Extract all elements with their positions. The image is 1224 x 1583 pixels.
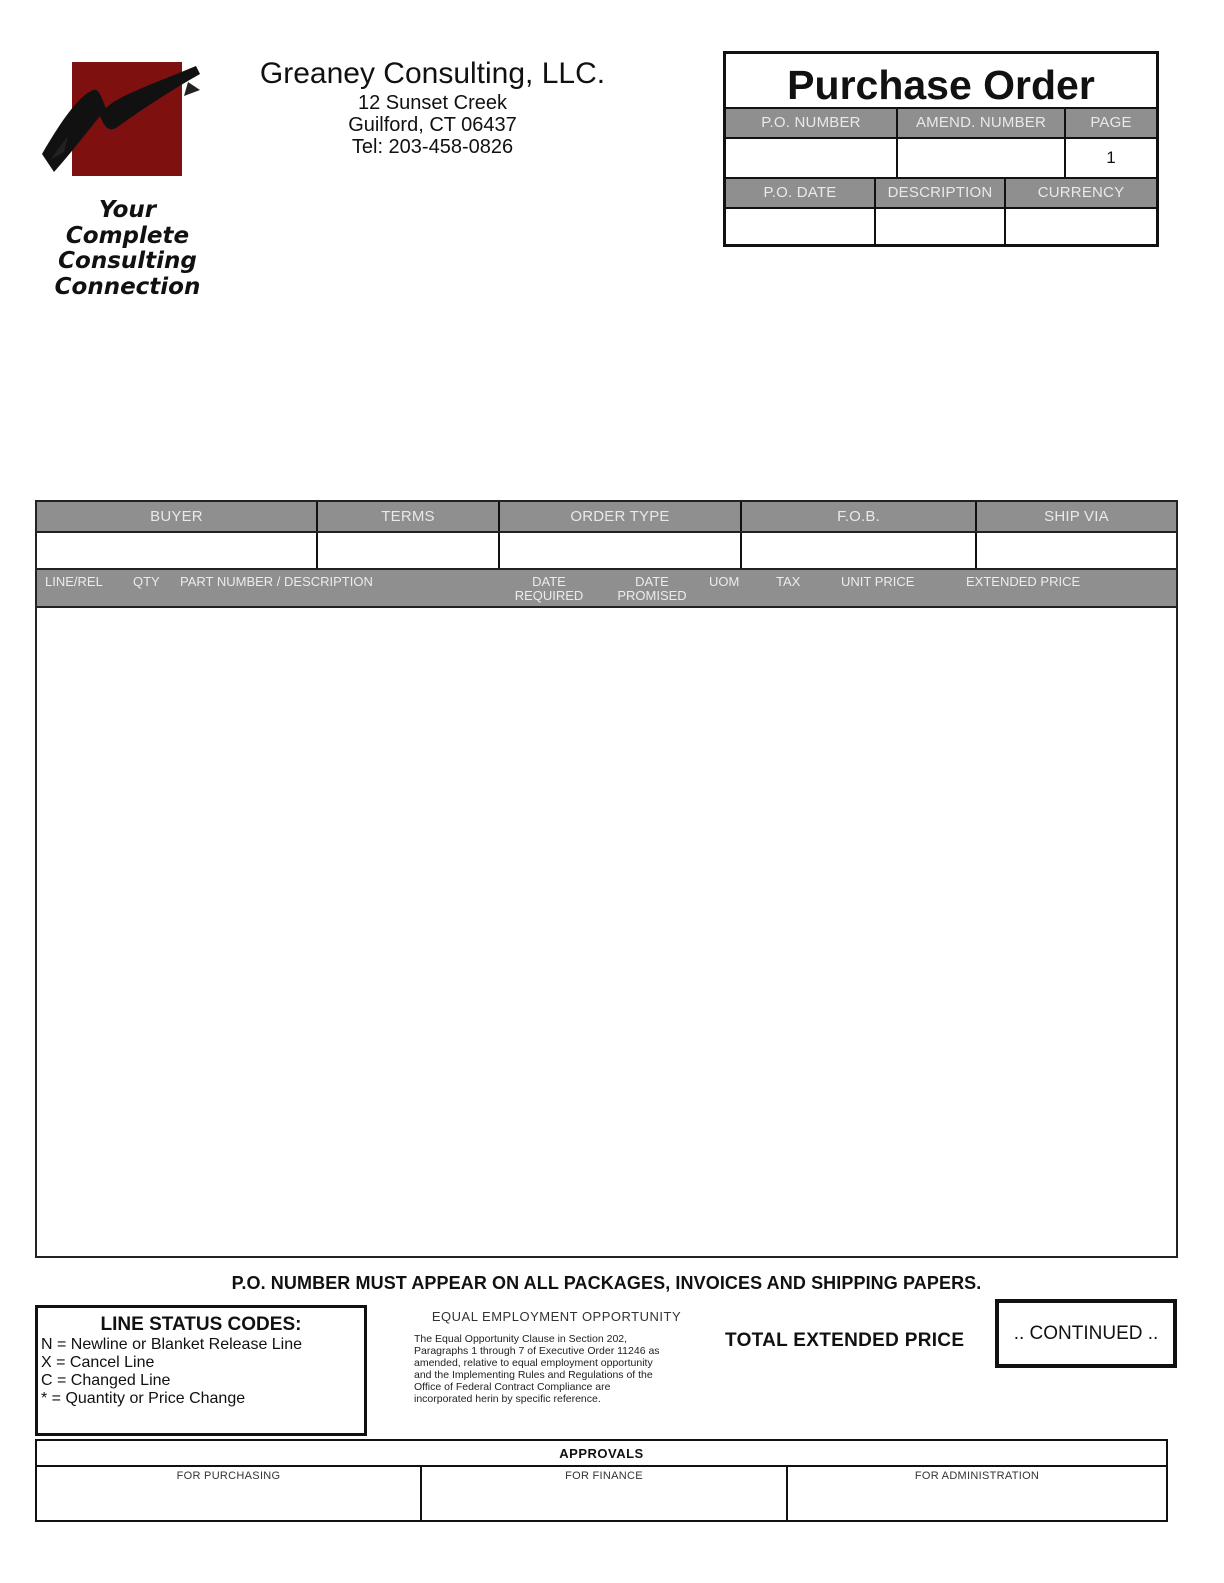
eeo-line: incorporated herin by specific reference. bbox=[414, 1393, 601, 1405]
po-header-box bbox=[723, 51, 1159, 247]
approvals-title: APPROVALS bbox=[37, 1441, 1166, 1467]
po-row2-values bbox=[726, 209, 1156, 244]
status-code-quantity-price: * = Quantity or Price Change bbox=[41, 1390, 246, 1407]
page-field[interactable]: 1 bbox=[1066, 139, 1156, 177]
po-row1-values bbox=[726, 139, 1156, 179]
date-required-line2: REQUIRED bbox=[514, 588, 584, 603]
status-codes-title: LINE STATUS CODES: bbox=[100, 1314, 302, 1335]
po-number-label: P.O. NUMBER bbox=[726, 109, 898, 137]
po-date-field[interactable] bbox=[726, 209, 876, 244]
date-promised-line1: DATE bbox=[635, 574, 669, 589]
approval-administration[interactable]: FOR ADMINISTRATION bbox=[914, 1470, 1040, 1482]
eeo-line: and the Implementing Rules and Regulations of the bbox=[414, 1369, 653, 1381]
tagline bbox=[40, 198, 215, 300]
order-info-headers bbox=[37, 502, 1176, 533]
page-label: PAGE bbox=[1066, 109, 1156, 137]
address-line-2: Guilford, CT 06437 bbox=[348, 114, 517, 136]
date-required-column bbox=[513, 575, 585, 603]
date-promised-column bbox=[615, 575, 689, 603]
line-items-header bbox=[37, 570, 1176, 608]
company-logo bbox=[38, 56, 208, 186]
uom-column: UOM bbox=[709, 574, 740, 589]
unit-price-column: UNIT PRICE bbox=[841, 574, 915, 589]
line-rel-column: LINE/REL bbox=[45, 574, 103, 589]
order-info-values bbox=[37, 533, 1176, 570]
tagline-line: Connection bbox=[54, 273, 201, 300]
description-field[interactable] bbox=[876, 209, 1006, 244]
eeo-title: EQUAL EMPLOYMENT OPPORTUNITY bbox=[431, 1309, 682, 1324]
total-extended-price-value: .. CONTINUED .. bbox=[995, 1299, 1177, 1368]
order-type-label: ORDER TYPE bbox=[500, 502, 742, 531]
fob-field[interactable] bbox=[742, 533, 977, 568]
terms-field[interactable] bbox=[318, 533, 500, 568]
ship-via-label: SHIP VIA bbox=[977, 502, 1176, 531]
date-promised-line2: PROMISED bbox=[617, 588, 687, 603]
eeo-line: amended, relative to equal employment opportunity bbox=[414, 1357, 653, 1369]
order-table bbox=[35, 500, 1178, 1258]
date-required-line1: DATE bbox=[532, 574, 566, 589]
company-name: Greaney Consulting, LLC. bbox=[259, 57, 606, 90]
currency-field[interactable] bbox=[1006, 209, 1156, 244]
po-row1-headers bbox=[726, 109, 1156, 139]
eeo-line: The Equal Opportunity Clause in Section 202, bbox=[414, 1333, 628, 1345]
terms-label: TERMS bbox=[318, 502, 500, 531]
eeo-line: Paragraphs 1 through 7 of Executive Order 11246 as bbox=[414, 1345, 660, 1357]
line-status-codes-box bbox=[35, 1305, 367, 1436]
po-number-field[interactable] bbox=[726, 139, 898, 177]
buyer-label: BUYER bbox=[37, 502, 318, 531]
qty-column: QTY bbox=[133, 574, 160, 589]
po-row2-headers bbox=[726, 179, 1156, 209]
currency-label: CURRENCY bbox=[1006, 179, 1156, 207]
ship-via-field[interactable] bbox=[977, 533, 1176, 568]
amend-number-label: AMEND. NUMBER bbox=[898, 109, 1066, 137]
approval-finance[interactable]: FOR FINANCE bbox=[422, 1467, 788, 1522]
status-code-newline: N = Newline or Blanket Release Line bbox=[41, 1336, 303, 1353]
address-line-1: 12 Sunset Creek bbox=[358, 92, 507, 114]
fob-label: F.O.B. bbox=[742, 502, 977, 531]
tagline-line: Consulting bbox=[58, 248, 197, 274]
extended-price-column: EXTENDED PRICE bbox=[966, 574, 1081, 589]
description-label: DESCRIPTION bbox=[876, 179, 1006, 207]
tagline-line: Your bbox=[98, 197, 157, 223]
phone-number: Tel: 203-458-0826 bbox=[351, 136, 514, 158]
status-code-changed: C = Changed Line bbox=[41, 1372, 171, 1389]
approval-purchasing[interactable]: FOR PURCHASING bbox=[37, 1467, 422, 1522]
amend-number-field[interactable] bbox=[898, 139, 1066, 177]
buyer-field[interactable] bbox=[37, 533, 318, 568]
tax-column: TAX bbox=[776, 574, 801, 589]
part-description-column: PART NUMBER / DESCRIPTION bbox=[180, 574, 373, 589]
eeo-line: Office of Federal Contract Compliance are bbox=[414, 1381, 611, 1393]
order-type-field[interactable] bbox=[500, 533, 742, 568]
company-info bbox=[240, 56, 625, 158]
po-date-label: P.O. DATE bbox=[726, 179, 876, 207]
document-title: Purchase Order bbox=[726, 54, 1156, 109]
eeo-statement bbox=[414, 1309, 699, 1405]
line-items-area[interactable] bbox=[37, 608, 1176, 1256]
approvals-box bbox=[35, 1439, 1168, 1522]
status-code-cancel: X = Cancel Line bbox=[41, 1354, 155, 1371]
total-extended-price-label: TOTAL EXTENDED PRICE bbox=[725, 1330, 965, 1351]
eeo-text bbox=[414, 1333, 699, 1405]
tagline-line: Complete bbox=[65, 222, 190, 249]
po-number-notice: P.O. NUMBER MUST APPEAR ON ALL PACKAGES, INVOICES AND SHIPPING PAPERS. bbox=[231, 1273, 982, 1293]
